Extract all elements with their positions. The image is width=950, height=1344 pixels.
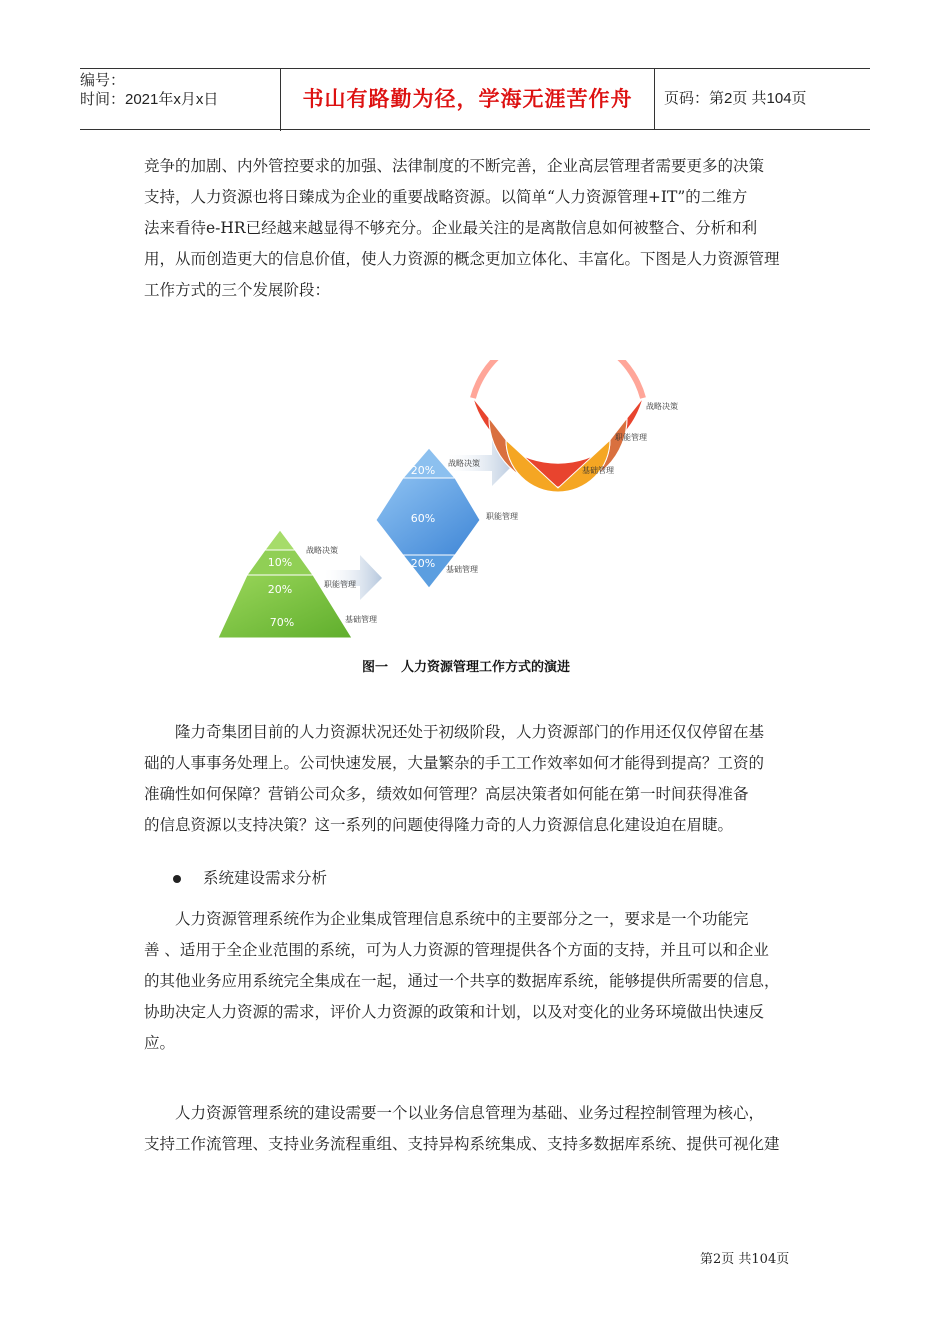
text-line: 法来看待e-HR已经越来越显得不够充分。企业最关注的是离散信息如何被整合、分析和利 (144, 219, 758, 237)
time-label: 时间：2021年x月x日 (80, 91, 219, 108)
text-line: 准确性如何保障？营销公司众多，绩效如何管理？高层决策者如何能在第一时间获得准备 (144, 785, 749, 803)
bullet-item (173, 866, 327, 888)
text-line: 用，从而创造更大的信息价值，使人力资源的概念更加立体化、丰富化。下图是人力资源管理 (144, 250, 780, 268)
stage3-bottom-value: 20% (545, 449, 571, 462)
header-motto: 书山有路勤为径，学海无涯苦作舟 (281, 69, 655, 129)
hr-evolution-figure (210, 360, 730, 690)
stage2-mid-value: 60% (410, 512, 436, 525)
stage2-top-value: 20% (410, 464, 436, 477)
stage-1-pyramid (218, 530, 377, 638)
text-line: 支持工作流管理、支持业务流程重组、支持异构系统集成、支持多数据库系统、提供可视化建 (144, 1135, 780, 1153)
text-line: 人力资源管理系统作为企业集成管理信息系统中的主要部分之一，要求是一个功能完 (175, 910, 749, 928)
stage2-bottom-value: 20% (410, 557, 436, 570)
text-line: 的其他业务应用系统完全集成在一起，通过一个共享的数据库系统，能够提供所需要的信息， (144, 972, 780, 990)
stage3-label-bottom: 基础管理 (582, 466, 614, 475)
stage1-top-value: 10% (267, 556, 293, 569)
number-label: 编号： (80, 72, 126, 89)
arrow-1 (325, 555, 382, 600)
stage3-mid-value: 40% (545, 407, 571, 420)
text-line: 协助决定人力资源的需求，评价人力资源的政策和计划，以及对变化的业务环境做出快速反 (144, 1003, 765, 1021)
figure-caption: 图一 人力资源管理工作方式的演进 (362, 660, 571, 675)
paragraph-1 (144, 151, 814, 306)
stage1-label-bottom: 基础管理 (345, 615, 377, 624)
page-header (80, 68, 870, 130)
stage1-mid-value: 20% (267, 583, 293, 596)
bullet-text: 系统建设需求分析 (203, 869, 328, 887)
text-line: 的信息资源以支持决策？这一系列的问题使得隆力奇的人力资源信息化建设迫在眉睫。 (144, 816, 734, 834)
text-line: 础的人事事务处理上。公司快速发展，大量繁杂的手工工作效率如何才能得到提高？工资的 (144, 754, 765, 772)
text-line: 隆力奇集团目前的人力资源状况还处于初级阶段，人力资源部门的作用还仅仅停留在基 (175, 723, 765, 741)
stage3-label-mid: 职能管理 (615, 433, 647, 442)
bullet-dot-icon (173, 875, 181, 883)
text-line: 应。 (144, 1034, 176, 1052)
text-line: 善 、适用于全企业范围的系统，可为人力资源的管理提供各个方面的支持，并且可以和企业 (144, 941, 769, 959)
text-line: 支持，人力资源也将日臻成为企业的重要战略资源。以简单“人力资源管理+IT”的二维方 (144, 188, 748, 206)
paragraph-4 (144, 1098, 814, 1160)
paragraph-3 (144, 904, 814, 1059)
stage2-label-top: 战略决策 (448, 459, 480, 468)
stage1-label-top: 战略决策 (306, 546, 338, 555)
header-page-code: 页码：第2页 共104页 (664, 90, 807, 107)
stage1-bottom-value: 70% (269, 616, 295, 629)
page-footer: 第2页 共104页 (700, 1252, 790, 1267)
stage3-label-top: 战略决策 (646, 402, 678, 411)
text-line: 工作方式的三个发展阶段： (144, 281, 331, 299)
stage1-label-mid: 职能管理 (324, 580, 356, 589)
text-line: 人力资源管理系统的建设需要一个以业务信息管理为基础、业务过程控制管理为核心， (175, 1104, 765, 1122)
text-line: 竞争的加剧、内外管控要求的加强、法律制度的不断完善，企业高层管理者需要更多的决策 (144, 157, 765, 175)
stage2-label-bottom: 基础管理 (446, 565, 478, 574)
paragraph-2 (144, 717, 814, 841)
stage2-label-mid: 职能管理 (486, 512, 518, 521)
header-meta (80, 69, 281, 131)
stage3-top-value: 40% (545, 373, 571, 386)
